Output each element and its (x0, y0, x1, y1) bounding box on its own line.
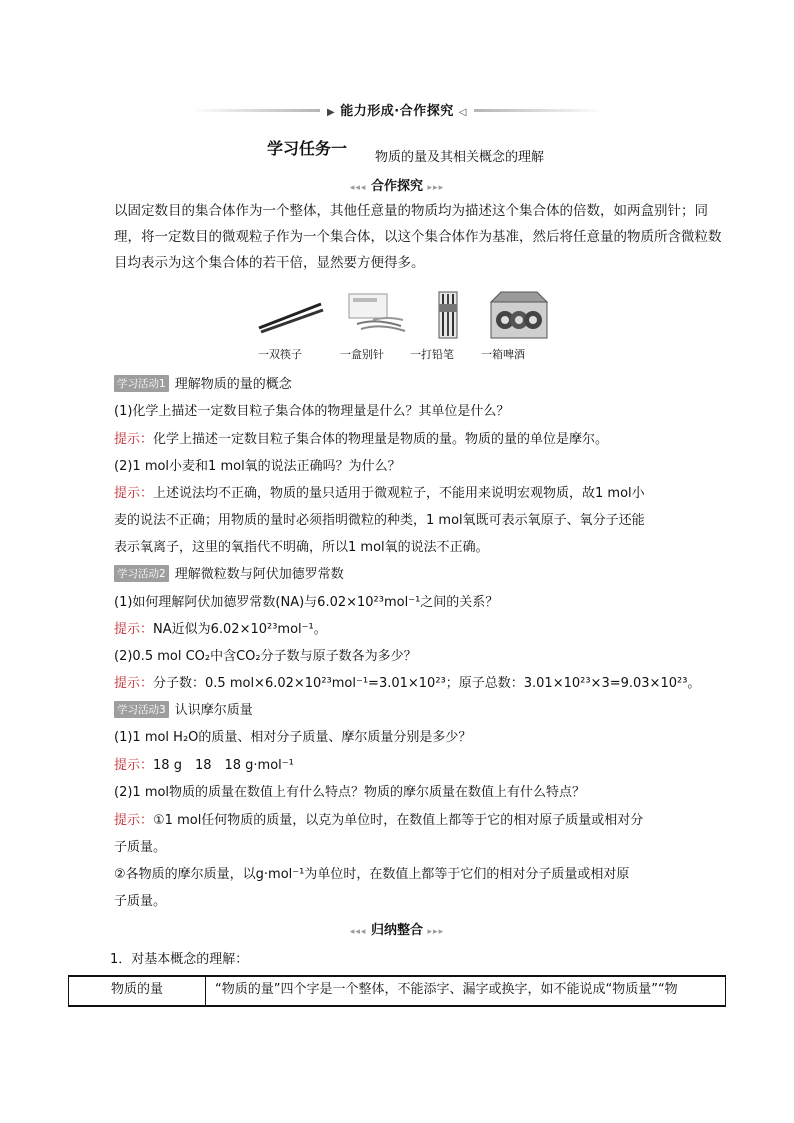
table-cell-term: 物质的量 (69, 977, 206, 1005)
activity2-heading (114, 563, 344, 582)
hint-text: NA近似为6.02×10²³mol⁻¹。 (153, 622, 327, 637)
subheading-cooperative-inquiry (0, 175, 794, 194)
banner-title-text: 能力形成·合作探究 (340, 104, 454, 119)
activity3-heading (114, 699, 253, 718)
deco-right-icon: ▸▸▸ (427, 927, 445, 937)
paperclip-box-image (343, 290, 413, 335)
activity-tag: 学习活动2 (114, 565, 169, 582)
activity2-question1: (1)如何理解阿伏加德罗常数(NA)与6.02×10²³mol⁻¹之间的关系？ (114, 595, 499, 610)
activity1-question1: (1)化学上描述一定数目粒子集合体的物理量是什么？其单位是什么？ (114, 404, 510, 419)
activity-title: 理解物质的量的概念 (174, 377, 292, 392)
section-banner (190, 100, 604, 120)
task-subtitle: 物质的量及其相关概念的理解 (375, 150, 545, 165)
banner-title (320, 100, 474, 119)
banner-line-right (474, 109, 604, 112)
deco-left-icon: ◂◂◂ (349, 927, 367, 937)
activity2-question2: (2)0.5 mol CO₂中含CO₂分子数与原子数各为多少？ (114, 649, 417, 664)
activity3-hint1 (114, 754, 294, 773)
activity1-question2: (2)1 mol小麦和1 mol氧的说法正确吗？为什么？ (114, 459, 401, 474)
activity3-hint2-line2: 子质量。 (114, 840, 167, 855)
activity-title: 理解微粒数与阿伏加德罗常数 (174, 567, 344, 582)
activity1-hint2-line2: 麦的说法不正确；用物质的量时必须指明微粒的种类，1 mol氧既可表示氧原子、氧分子还能 (114, 513, 645, 528)
intro-paragraph: 以固定数目的集合体作为一个整体，其他任意量的物质均为描述这个集合体的倍数，如两盒别针；同理，将一定数目的微观粒子作为一个集合体，以这个集合体作为基准，然后将任意量的物质所含微粒数目均表示为这个集合体的若干倍，显然要方便得多。 (114, 203, 722, 271)
activity1-hint2-line1 (114, 482, 645, 501)
table-cell-desc: “物质的量”四个字是一个整体，不能添字、漏字或换字，如不能说成“物质量”“物 (215, 982, 678, 997)
activity2-hint1 (114, 618, 327, 637)
activity1-heading (114, 373, 292, 392)
arrow-left-icon: ◁ (458, 107, 467, 118)
concept-table (68, 975, 726, 1007)
hint-text: 化学上描述一定数目粒子集合体的物理量是物质的量。物质的量的单位是摩尔。 (153, 432, 609, 447)
activity1-hint2-line3: 表示氧离子，这里的氧指代不明确，所以1 mol氧的说法不正确。 (114, 540, 489, 555)
summary-item1: 1．对基本概念的理解： (110, 952, 249, 967)
hint-label: 提示： (114, 486, 154, 501)
caption-paperclips: 一盒别针 (340, 348, 384, 361)
deco-right-icon: ▸▸▸ (427, 183, 445, 193)
hint-text: 分子数：0.5 mol×6.02×10²³mol⁻¹=3.01×10²³；原子总数：3.01×10²³×3=9.03×10²³。 (153, 676, 701, 691)
hint-text: ①1 mol任何物质的质量，以克为单位时，在数值上都等于它的相对原子质量或相对分 (153, 813, 644, 828)
caption-beer: 一箱啤酒 (481, 348, 525, 361)
activity-title: 认识摩尔质量 (174, 703, 253, 718)
hint-label: 提示： (114, 758, 154, 773)
subheading-summary (0, 919, 794, 938)
caption-pencils: 一打铅笔 (410, 348, 454, 361)
activity-tag: 学习活动3 (114, 701, 169, 718)
hint-text: 上述说法均不正确，物质的量只适用于微观粒子，不能用来说明宏观物质，故1 mol小 (153, 486, 645, 501)
activity3-hint3-line1: ②各物质的摩尔质量，以g·mol⁻¹为单位时，在数值上都等于它们的相对分子质量或相对原 (114, 867, 630, 882)
chopsticks-image (255, 290, 325, 335)
hint-label: 提示： (114, 622, 154, 637)
arrow-right-icon: ▶ (327, 107, 336, 118)
activity2-hint2 (114, 672, 700, 691)
activity1-hint1 (114, 428, 608, 447)
activity-tag: 学习活动1 (114, 375, 169, 392)
deco-left-icon: ◂◂◂ (349, 183, 367, 193)
caption-chopsticks: 一双筷子 (258, 348, 302, 361)
hint-label: 提示： (114, 813, 154, 828)
activity3-hint2-line1 (114, 809, 643, 828)
activity3-hint3-line2: 子质量。 (114, 894, 167, 909)
banner-line-left (190, 109, 320, 112)
beer-case-image (487, 290, 551, 340)
task-title: 学习任务一 (267, 139, 348, 158)
activity3-question1: (1)1 mol H₂O的质量、相对分子质量、摩尔质量分别是多少？ (114, 730, 472, 745)
hint-label: 提示： (114, 432, 154, 447)
subheading-text: 归纳整合 (370, 923, 423, 938)
subheading-text: 合作探究 (370, 179, 423, 194)
hint-text: 18 g 18 18 g·mol⁻¹ (153, 758, 294, 773)
activity3-question2: (2)1 mol物质的质量在数值上有什么特点？物质的摩尔质量在数值上有什么特点？ (114, 785, 586, 800)
pencils-image (433, 290, 463, 340)
hint-label: 提示： (114, 676, 154, 691)
